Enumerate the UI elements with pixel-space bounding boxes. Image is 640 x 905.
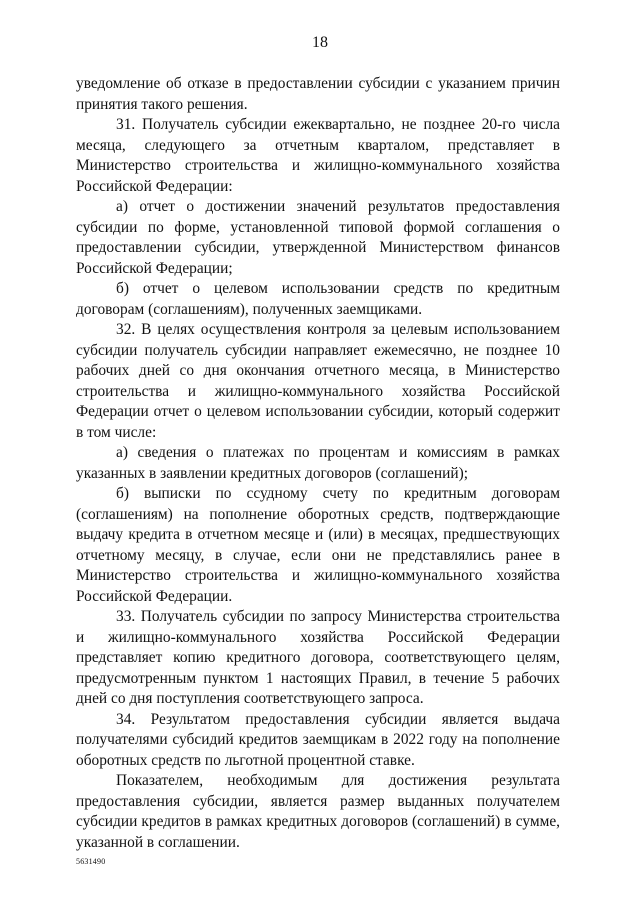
paragraph-clause-31: 31. Получатель субсидии ежеквартально, не позднее 20-го числа месяца, следующего за отчетным кварталом, представляет в Министерство строительства и жилищно-коммунального хозяйства Российской Федерации: bbox=[76, 116, 560, 195]
paragraph-clause-34: 34. Результатом предоставления субсидии является выдача получателями субсидий кредитов заемщикам в 2022 году на пополнение оборотных средств по льготной процентной ставке. bbox=[76, 710, 560, 769]
paragraph-continuation: уведомление об отказе в предоставлении субсидии с указанием причин принятия такого решения. bbox=[76, 75, 560, 113]
document-code: 5631490 bbox=[76, 857, 106, 866]
document-body bbox=[76, 74, 560, 853]
page-number: 18 bbox=[312, 34, 328, 51]
paragraph-clause-31-a: а) отчет о достижении значений результатов предоставления субсидии по форме, установленной типовой формой соглашения о предоставлении субсидии, утвержденной Министерством финансов Российской Федерации; bbox=[76, 198, 560, 277]
paragraph-clause-31-b: б) отчет о целевом использовании средств по кредитным договорам (соглашениям), полученных заемщиками. bbox=[76, 280, 560, 318]
paragraph-clause-33: 33. Получатель субсидии по запросу Министерства строительства и жилищно-коммунального хозяйства Российской Федерации представляет копию кредитного договора, соответствующего целям, предусмотренным пунктом 1 настоящих Правил, в течение 5 рабочих дней со дня поступления соответствующего запроса. bbox=[76, 608, 560, 707]
paragraph-clause-32: 32. В целях осуществления контроля за целевым использованием субсидии получатель субсидии направляет ежемесячно, не позднее 10 рабочих дней со дня окончания отчетного месяца, в Министерство строительства и жилищно-коммунального хозяйства Российской Федерации отчет о целевом использовании субсидии, который содержит в том числе: bbox=[76, 321, 560, 441]
paragraph-clause-32-a: а) сведения о платежах по процентам и комиссиям в рамках указанных в заявлении кредитных договоров (соглашений); bbox=[76, 444, 560, 482]
paragraph-clause-32-b: б) выписки по ссудному счету по кредитным договорам (соглашениям) на пополнение оборотных средств, подтверждающие выдачу кредита в отчетном месяце и (или) в месяцах, предшествующих отчетному месяцу, в случае, если они не представлялись ранее в Министерство строительства и жилищно-коммунального хозяйства Российской Федерации. bbox=[76, 485, 560, 605]
paragraph-indicator: Показателем, необходимым для достижения результата предоставления субсидии, является размер выданных получателем субсидии кредитов в рамках кредитных договоров (соглашений) в сумме, указанной в соглашении. bbox=[76, 772, 560, 851]
